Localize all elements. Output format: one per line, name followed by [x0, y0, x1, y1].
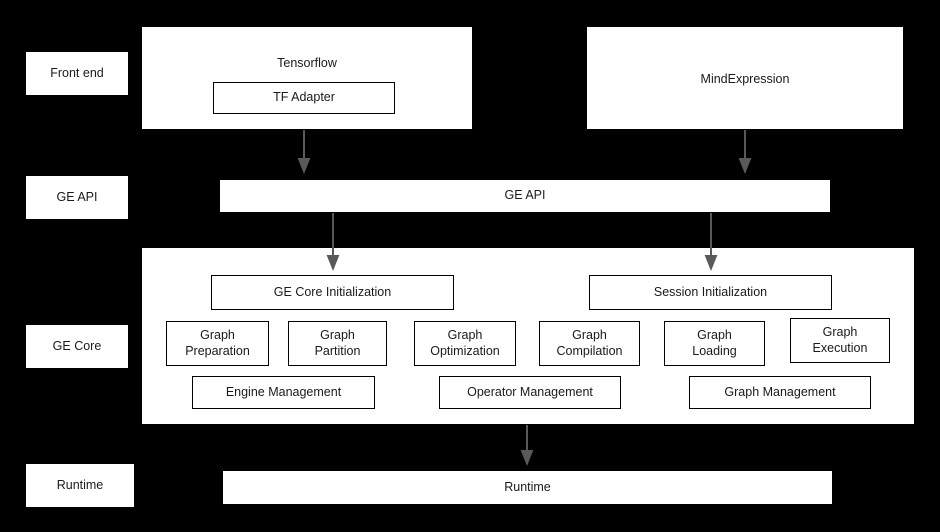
frontend-mindexpression-container: [586, 26, 904, 130]
module-graph-loading-line1: Graph: [697, 327, 732, 342]
frontend-tf-adapter-label: TF Adapter: [273, 90, 335, 105]
frontend-mindexpression-title: MindExpression: [700, 72, 790, 86]
layer-label-ge-api: [25, 175, 129, 220]
module-graph-partition-line2: Partition: [314, 343, 361, 358]
module-graph-execution: [790, 318, 890, 363]
module-graph-preparation-line2: Preparation: [185, 343, 250, 358]
module-graph-optimization-line1: Graph: [447, 327, 483, 342]
frontend-tensorflow-container: [141, 26, 473, 130]
module-graph-preparation-line1: Graph: [200, 327, 235, 342]
layer-label-ge-core: [25, 324, 129, 369]
module-engine-management-label: Engine Management: [225, 384, 342, 399]
module-operator-management: [439, 376, 621, 409]
module-operator-management-label: Operator Management: [467, 384, 593, 399]
layer-label-front-end: [25, 51, 129, 96]
module-graph-partition: [288, 321, 387, 366]
module-graph-compilation-line2: Compilation: [556, 343, 623, 358]
session-initialization-label: Session Initialization: [653, 284, 768, 299]
layer-label-runtime-text: Runtime: [56, 477, 104, 492]
module-graph-compilation-line1: Graph: [572, 327, 607, 342]
module-graph-execution-line1: Graph: [822, 324, 858, 339]
module-engine-management: [192, 376, 375, 409]
frontend-tf-adapter-box: [213, 82, 395, 114]
ge-api-bar: [219, 179, 831, 213]
module-graph-loading: [664, 321, 765, 366]
runtime-bar: [222, 470, 833, 505]
module-graph-optimization-line2: Optimization: [430, 343, 500, 358]
module-graph-management-label: Graph Management: [724, 384, 836, 399]
module-graph-partition-line1: Graph: [320, 327, 355, 342]
session-initialization-box: [589, 275, 832, 310]
module-graph-loading-line2: Loading: [692, 343, 737, 358]
layer-label-ge-core-text: GE Core: [52, 338, 102, 353]
ge-api-bar-label: GE API: [504, 188, 546, 203]
module-graph-optimization: [414, 321, 516, 366]
module-graph-compilation: [539, 321, 640, 366]
layer-label-ge-api-text: GE API: [56, 189, 98, 204]
runtime-bar-label: Runtime: [504, 479, 551, 494]
ge-core-initialization-box: [211, 275, 454, 310]
layer-label-front-end-text: Front end: [50, 65, 104, 80]
frontend-tensorflow-title: Tensorflow: [277, 56, 337, 70]
module-graph-preparation: [166, 321, 269, 366]
module-graph-execution-line2: Execution: [812, 340, 868, 355]
module-graph-management: [689, 376, 871, 409]
layer-label-runtime: [25, 463, 135, 508]
ge-core-initialization-label: GE Core Initialization: [273, 284, 392, 299]
